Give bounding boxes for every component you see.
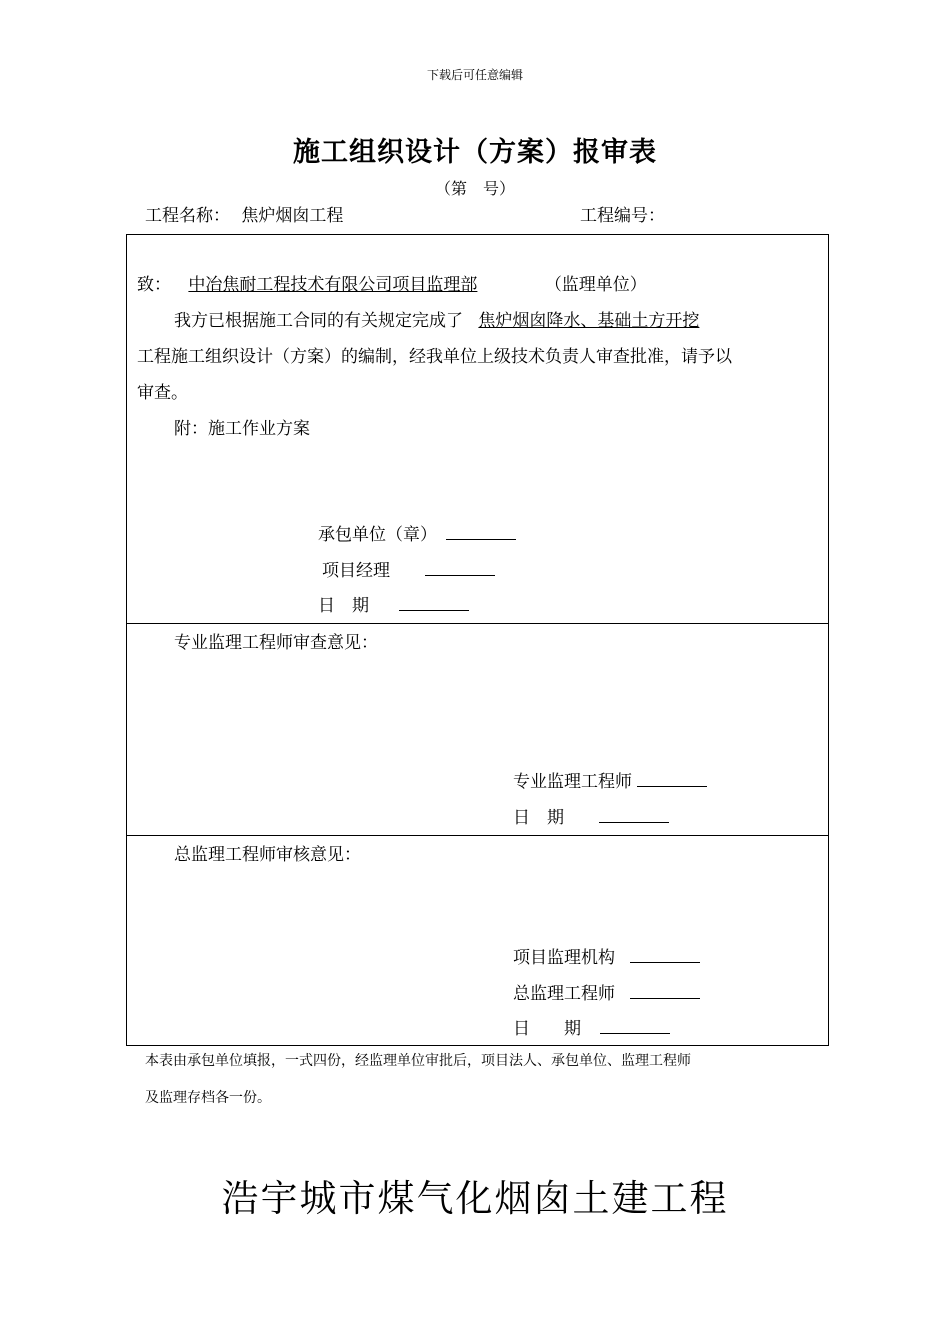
footer-note-line-1: 本表由承包单位填报，一式四份，经监理单位审批后，项目法人、承包单位、监理工程师 [145, 1053, 691, 1069]
form-number: （第 号） [434, 179, 515, 198]
footer-note-line-2: 及监理存档各一份。 [145, 1090, 271, 1106]
section-divider-2 [127, 835, 828, 836]
section-divider-1 [127, 623, 828, 624]
statement-prefix: 我方已根据施工合同的有关规定完成了 [174, 311, 463, 331]
supervision-org-signature-field[interactable] [630, 946, 700, 963]
section2-date-label: 日 期 [513, 808, 564, 828]
project-name-row [145, 201, 343, 226]
statement-line-1 [174, 306, 761, 331]
manager-label: 项目经理 [322, 561, 390, 581]
approval-form-table [126, 234, 829, 1046]
section1-date-row [318, 591, 469, 616]
supervision-org-label: 项目监理机构 [513, 948, 615, 968]
section3-date-field[interactable] [600, 1017, 670, 1034]
header-note: 下载后可任意编辑 [426, 68, 523, 82]
section2-date-field[interactable] [599, 806, 669, 823]
section3-date-row [513, 1014, 670, 1039]
chief-engineer-label: 总监理工程师 [513, 984, 615, 1004]
addressee-row [137, 270, 647, 295]
chief-engineer-signature-field[interactable] [630, 982, 700, 999]
section1-date-field[interactable] [399, 594, 469, 611]
attachment-line: 附：施工作业方案 [174, 419, 310, 439]
chief-review-heading: 总监理工程师审核意见： [174, 845, 361, 865]
project-name-value: 焦炉烟囱工程 [241, 206, 344, 226]
project-number-label: 工程编号： [580, 206, 665, 226]
statement-line-2: 工程施工组织设计（方案）的编制，经我单位上级技术负责人审查批准，请予以 [137, 347, 732, 367]
specialist-engineer-row [513, 767, 707, 792]
manager-signature-field[interactable] [425, 559, 495, 576]
project-title: 浩宇城市煤气化烟囱土建工程 [221, 1177, 729, 1220]
supervision-org-row [513, 943, 700, 968]
section1-date-label: 日 期 [318, 596, 369, 616]
statement-line-3: 审查。 [137, 383, 188, 403]
contractor-signature-field[interactable] [446, 523, 516, 540]
contractor-row [318, 520, 516, 545]
section3-date-label: 日 期 [513, 1019, 581, 1039]
manager-row [322, 556, 495, 581]
contractor-label: 承包单位（章） [318, 525, 437, 545]
section2-date-row [513, 803, 669, 828]
addressee-value: 中冶焦耐工程技术有限公司项目监理部 [188, 275, 478, 295]
addressee-suffix: （监理单位） [544, 275, 647, 295]
specialist-engineer-signature-field[interactable] [637, 770, 707, 787]
chief-engineer-row [513, 979, 700, 1004]
addressee-label: 致： [137, 275, 171, 295]
project-name-label: 工程名称： [145, 206, 230, 226]
specialist-review-heading: 专业监理工程师审查意见： [174, 633, 378, 653]
scheme-name-value: 焦炉烟囱降水、基础土方开挖 [478, 311, 700, 331]
specialist-engineer-label: 专业监理工程师 [513, 772, 632, 792]
page-title: 施工组织设计（方案）报审表 [293, 137, 657, 168]
